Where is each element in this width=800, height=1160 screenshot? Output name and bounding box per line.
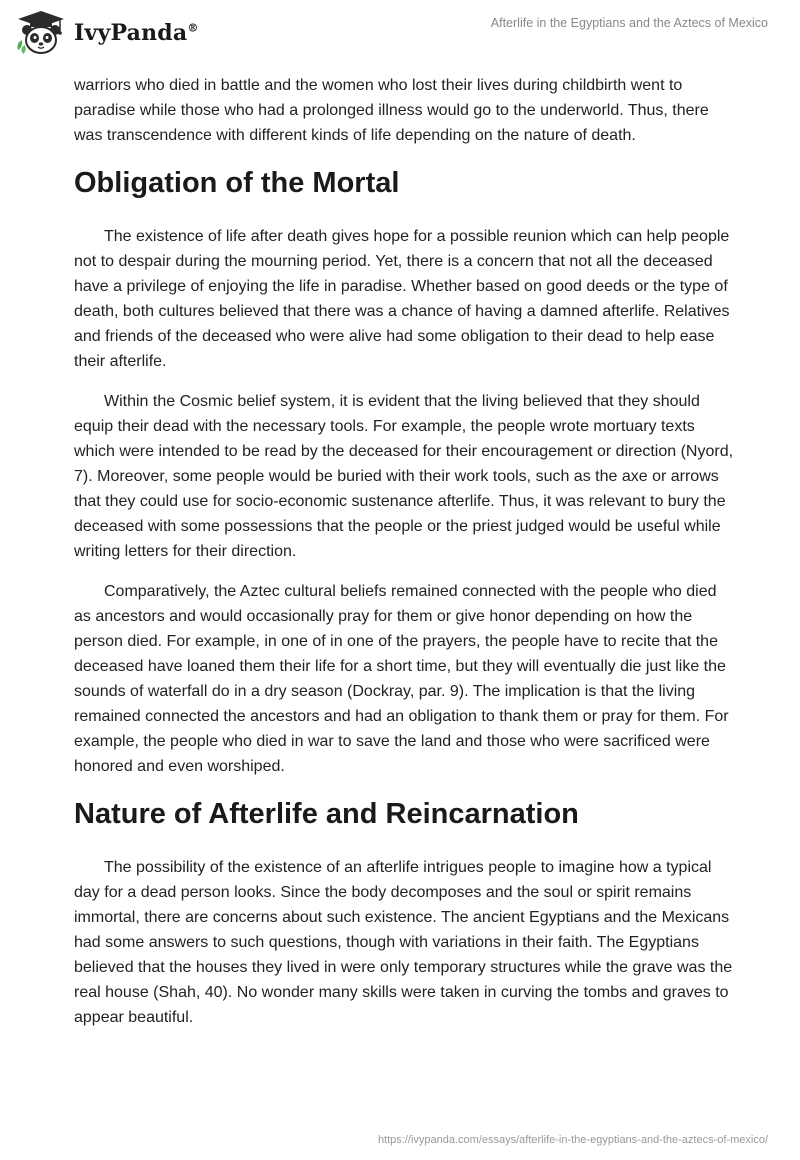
document-title: Afterlife in the Egyptians and the Aztecs of Mexico (490, 16, 768, 30)
paragraph: The existence of life after death gives hope for a possible reunion which can help people not to despair during the mourning period. Yet, there is a concern that not all the deceased have a privilege of enjoying the life in paradise. Whether based on good deeds or the type of death, both cultures believed that there was a chance of having a damned afterlife. Relatives and friends of the deceased who were alive had some obligation to their dead to help ease their afterlife. (74, 228, 730, 370)
paragraph: The possibility of the existence of an afterlife intrigues people to imagine how a typical day for a dead person looks. Since the body decomposes and the soul or spirit remains immortal, there are concerns about such existence. The ancient Egyptians and the Mexicans had some answers to such questions, though with variations in their faith. The Egyptians believed that the houses they lived in were only temporary structures while the grave was the real house (Shah, 40). No wonder many skills were taken in curving the tombs and graves to appear beautiful. (74, 859, 733, 1026)
panda-graduate-logo-icon (14, 10, 68, 56)
section-heading-obligation: Obligation of the Mortal (74, 167, 400, 199)
essay-content (74, 73, 734, 1045)
registered-mark: ® (187, 21, 199, 35)
page-header (0, 0, 800, 64)
logo-wordmark (74, 20, 199, 46)
ivypanda-logo[interactable] (14, 10, 199, 56)
paragraph: Comparatively, the Aztec cultural beliefs remained connected with the people who died as ancestors and would occasionally pray for them or give honor depending on how the person died. For example, in one of in one of the prayers, the people have to recite that the deceased have loaned them their life for a short time, but they will eventually die just like the sounds of waterfall do in a dry season (Dockray, par. 9). The implication is that the living remained connected the ancestors and had an obligation to thank them or pray for them. For example, the people who died in war to save the land and those who were sacrificed were honored and even worshiped. (74, 583, 729, 775)
section-heading-nature-of-afterlife: Nature of Afterlife and Reincarnation (74, 798, 579, 830)
intro-paragraph: warriors who died in battle and the women who lost their lives during childbirth went to paradise while those who had a prolonged illness would go to the underworld. Thus, there was transcendence with different kinds of life depending on the nature of death. (74, 77, 709, 144)
paragraph: Within the Cosmic belief system, it is evident that the living believed that they should equip their dead with the necessary tools. For example, the people wrote mortuary texts which were intended to be read by the deceased for their encouragement or direction (Nyord, 7). Moreover, some people would be buried with their work tools, such as the axe or arrows that they could use for socio-economic sustenance afterlife. Thus, it was relevant to bury the deceased with some possessions that the people or the priest judged would be useful while writing letters for their direction. (74, 393, 734, 560)
logo-brand-text: IvyPanda (74, 20, 188, 46)
source-url-link[interactable]: https://ivypanda.com/essays/afterlife-in-the-egyptians-and-the-aztecs-of-mexico/ (377, 1134, 768, 1146)
